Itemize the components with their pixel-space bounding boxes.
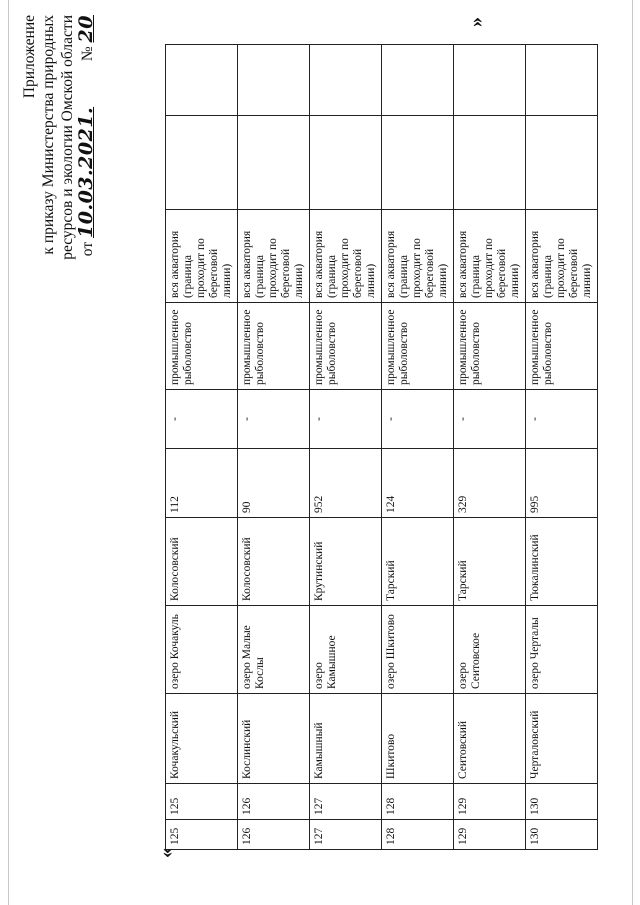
fishing-type-cell: промышленное рыболовство	[526, 303, 598, 390]
area-size-cell: 112	[166, 449, 238, 518]
area-name-cell: Сеитовский	[454, 694, 526, 784]
district-cell: Тарский	[382, 518, 454, 606]
number-prefix: №	[79, 46, 96, 62]
opening-quote: «	[155, 848, 177, 858]
order-date-number	[77, 15, 97, 345]
water-body-cell: озеро Черталы	[526, 606, 598, 694]
empty-cell	[310, 45, 382, 116]
boundary-cell: вся акватория (граница проходит по береговой линии)	[526, 210, 598, 303]
appendix-title: Приложение	[21, 15, 38, 99]
row-index-cell: 125	[166, 820, 238, 850]
boundary-cell: вся акватория (граница проходит по береговой линии)	[238, 210, 310, 303]
empty-cell	[454, 45, 526, 116]
table-row	[526, 45, 598, 850]
area-name-cell: Камышный	[310, 694, 382, 784]
closing-quote: »	[465, 17, 487, 27]
area-size-cell: 90	[238, 449, 310, 518]
table-row	[454, 45, 526, 850]
fishing-areas-table	[165, 44, 598, 850]
district-cell: Крутинский	[310, 518, 382, 606]
dash-cell: -	[166, 390, 238, 449]
area-size-cell: 124	[382, 449, 454, 518]
dash-cell: -	[382, 390, 454, 449]
water-body-cell: озеро Малые Кослы	[238, 606, 310, 694]
fishing-type-cell: промышленное рыболовство	[166, 303, 238, 390]
water-body-cell: озеро Сеитовское	[454, 606, 526, 694]
fishing-type-cell: промышленное рыболовство	[454, 303, 526, 390]
row-number-cell: 126	[238, 784, 310, 820]
district-cell: Тюкалинский	[526, 518, 598, 606]
empty-cell	[382, 45, 454, 116]
row-index-cell: 129	[454, 820, 526, 850]
row-index-cell: 128	[382, 820, 454, 850]
water-body-cell: озеро Шкитово	[382, 606, 454, 694]
boundary-cell: вся акватория (граница проходит по береговой линии)	[382, 210, 454, 303]
table-row	[310, 45, 382, 850]
empty-cell	[166, 116, 238, 210]
row-number-cell: 129	[454, 784, 526, 820]
area-name-cell: Шкитово	[382, 694, 454, 784]
row-index-cell: 126	[238, 820, 310, 850]
table-row	[166, 45, 238, 850]
empty-cell	[310, 116, 382, 210]
area-size-cell: 329	[454, 449, 526, 518]
empty-cell	[454, 116, 526, 210]
handwritten-number: 20	[75, 15, 97, 43]
row-number-cell: 125	[166, 784, 238, 820]
fishing-type-cell: промышленное рыболовство	[382, 303, 454, 390]
district-cell: Колосовский	[238, 518, 310, 606]
boundary-cell: вся акватория (граница проходит по береговой линии)	[166, 210, 238, 303]
area-name-cell: Черталовский	[526, 694, 598, 784]
table-row	[382, 45, 454, 850]
boundary-cell: вся акватория (граница проходит по береговой линии)	[454, 210, 526, 303]
row-number-cell: 128	[382, 784, 454, 820]
fishing-type-cell: промышленное рыболовство	[238, 303, 310, 390]
empty-cell	[166, 45, 238, 116]
water-body-cell: озеро Камышное	[310, 606, 382, 694]
area-size-cell: 952	[310, 449, 382, 518]
empty-cell	[238, 45, 310, 116]
dash-cell: -	[238, 390, 310, 449]
empty-cell	[526, 45, 598, 116]
table-row	[238, 45, 310, 850]
district-cell: Колосовский	[166, 518, 238, 606]
boundary-cell: вся акватория (граница проходит по береговой линии)	[310, 210, 382, 303]
water-body-cell: озеро Кочакуль	[166, 606, 238, 694]
empty-cell	[526, 116, 598, 210]
row-number-cell: 130	[526, 784, 598, 820]
dash-cell: -	[310, 390, 382, 449]
order-line-2: ресурсов и экологии Омской области	[59, 15, 76, 260]
row-index-cell: 130	[526, 820, 598, 850]
dash-cell: -	[454, 390, 526, 449]
dash-cell: -	[526, 390, 598, 449]
empty-cell	[382, 116, 454, 210]
row-index-cell: 127	[310, 820, 382, 850]
handwritten-date: 10.03.2021.	[75, 106, 97, 238]
area-name-cell: Кочакульский	[166, 694, 238, 784]
row-number-cell: 127	[310, 784, 382, 820]
empty-cell	[238, 116, 310, 210]
appendix-heading	[20, 15, 97, 345]
area-size-cell: 995	[526, 449, 598, 518]
fishing-type-cell: промышленное рыболовство	[310, 303, 382, 390]
order-line-1: к приказу Министерства природных	[40, 15, 57, 255]
area-name-cell: Кослинский	[238, 694, 310, 784]
date-prefix: от	[79, 241, 96, 257]
district-cell: Тарский	[454, 518, 526, 606]
